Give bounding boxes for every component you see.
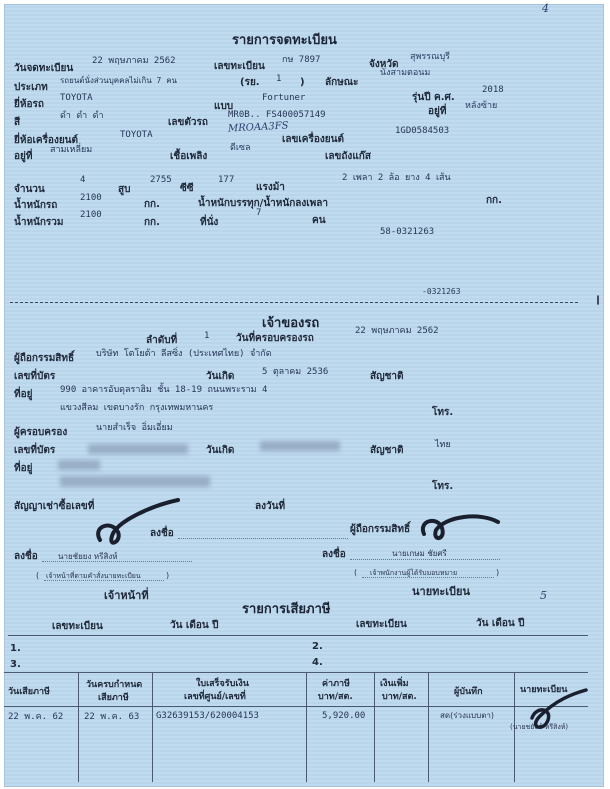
th-tax-date: วันเสียภาษี bbox=[8, 687, 50, 697]
holder-signature bbox=[423, 516, 498, 538]
officer-signature bbox=[98, 500, 178, 543]
officer-label: เจ้าหน้าที่ bbox=[104, 589, 149, 602]
document-number: 58-0321263 bbox=[380, 227, 435, 237]
rb-close: ) bbox=[300, 77, 305, 88]
cc-label: ซีซี bbox=[180, 183, 194, 194]
horsepower-label: แรงม้า bbox=[256, 182, 285, 193]
rb-label: (รย. bbox=[240, 77, 260, 88]
td-recorder: สด(ร่วงแบบตา) bbox=[440, 711, 495, 720]
sign-label-1: ลงชื่อ bbox=[150, 528, 174, 539]
location-label: อยู่ที่ bbox=[428, 106, 447, 117]
engine-brand: TOYOTA bbox=[120, 130, 153, 140]
kg-unit-1: กก. bbox=[144, 199, 160, 210]
page-mark: 5 bbox=[540, 589, 547, 602]
registration-title: รายการจดทะเบียน bbox=[232, 33, 337, 48]
weight-label: น้ำหนักรถ bbox=[14, 200, 58, 211]
address-2-label: ที่อยู่ bbox=[14, 463, 33, 474]
brand: TOYOTA bbox=[60, 93, 93, 103]
chassis-number: MR0B.. FS400057149 bbox=[228, 110, 326, 120]
total-weight-label: น้ำหนักรวม bbox=[14, 217, 64, 228]
tax-row-4: 4. bbox=[312, 657, 323, 668]
sign-role-1: เจ้าหน้าที่ตามคำสั่งนายทะเบียน bbox=[46, 572, 141, 580]
cylinder-label: สูบ bbox=[118, 184, 131, 195]
td-due-date: 22 พ.ค. 63 bbox=[84, 712, 140, 722]
th-due-date-1: วันครบกำหนด bbox=[86, 680, 143, 690]
birth-2-label: วันเกิด bbox=[206, 445, 235, 456]
kg-unit-2: กก. bbox=[486, 195, 502, 206]
seats: 7 bbox=[256, 208, 262, 218]
own-date-label: วันที่ครอบครองรถ bbox=[236, 333, 314, 344]
td-receipt: G32639153/620004153 bbox=[156, 711, 259, 721]
sign-holder-label: ผู้ถือกรรมสิทธิ์ bbox=[350, 524, 411, 535]
axle-info: 2 เพลา 2 ล้อ ยาง 4 เส้น bbox=[342, 173, 451, 183]
province-label: จังหวัด bbox=[369, 59, 399, 70]
type-label: ประเภท bbox=[14, 82, 48, 93]
reg-date-label: วันจดทะเบียน bbox=[14, 63, 74, 74]
engine-no-label: เลขเครื่องยนต์ bbox=[282, 134, 344, 145]
tax-title: รายการเสียภาษี bbox=[242, 602, 331, 617]
location2-label: อยู่ที่ bbox=[14, 151, 33, 162]
year-label: รุ่นปี ค.ศ. bbox=[412, 92, 455, 103]
reg-date: 22 พฤษภาคม 2562 bbox=[92, 56, 176, 66]
th-due-date-2: เสียภาษี bbox=[98, 693, 129, 703]
province: สุพรรณบุรี bbox=[410, 52, 450, 62]
registrar-label: นายทะเบียน bbox=[412, 585, 471, 598]
chassis-handwritten: MROAA3FS bbox=[227, 120, 289, 135]
style-label: ลักษณะ bbox=[325, 77, 359, 88]
seq-label: ลำดับที่ bbox=[146, 335, 178, 346]
reg-no-label: เลขทะเบียน bbox=[214, 61, 265, 72]
contract-label: สัญญาเช่าซื้อเลขที่ bbox=[14, 501, 95, 512]
sign-label-2: ลงชื่อ bbox=[14, 551, 38, 562]
document-number-faint: -0321263 bbox=[422, 287, 461, 296]
seq-number: 1 bbox=[204, 331, 210, 341]
engine-number: 1GD0584503 bbox=[395, 126, 450, 136]
birth-label: วันเกิด bbox=[206, 371, 235, 382]
sign-label-3: ลงชื่อ bbox=[322, 549, 346, 560]
tel-label: โทร. bbox=[432, 407, 454, 418]
location2-value: สามเหลี่ยม bbox=[50, 145, 93, 155]
vehicle-weight: 2100 bbox=[80, 193, 102, 203]
style-value: นั่งสามตอนม bbox=[380, 68, 431, 78]
sign-paren-close-2: ) bbox=[496, 568, 500, 577]
th-receipt-1: ใบเสร็จรับเงิน bbox=[196, 679, 249, 689]
th-surcharge-2: บาท/สต. bbox=[382, 692, 417, 702]
th-receipt-2: เลขที่ศูนย์/เลขที่ bbox=[184, 692, 246, 702]
holder-name: บริษัท โตโยต้า ลีสซิ่ง (ประเทศไทย) จำกัด bbox=[96, 349, 272, 359]
model: Fortuner bbox=[262, 93, 306, 103]
possessor-name: นายสำเร็จ อิ่มเอี่ยม bbox=[96, 423, 173, 433]
corner-mark: 4 bbox=[542, 2, 549, 15]
seats-label: ที่นั่ง bbox=[200, 217, 219, 228]
holder-label: ผู้ถือกรรมสิทธิ์ bbox=[14, 353, 75, 364]
tax-col-date: วัน เดือน ปี bbox=[170, 620, 219, 631]
color-label: สี bbox=[14, 117, 21, 128]
tax-row-2: 2. bbox=[312, 641, 323, 652]
model-label: แบบ bbox=[214, 101, 234, 112]
fuel-label: เชื้อเพลิง bbox=[170, 151, 208, 162]
address-line-1: 990 อาคารอับดุลราฮิม ชั้น 18-19 ถนนพระราม 4 bbox=[60, 385, 268, 395]
engine-cc: 2755 bbox=[150, 175, 172, 185]
chassis-label: เลขตัวรถ bbox=[168, 117, 208, 128]
address-label: ที่อยู่ bbox=[14, 389, 33, 400]
th-tax-amount-1: ค่าภาษี bbox=[322, 679, 350, 689]
reg-no: กษ 7897 bbox=[282, 55, 321, 65]
tax-row-3: 3. bbox=[10, 659, 21, 670]
engine-brand-label: ยี่ห้อเครื่องยนต์ bbox=[14, 135, 79, 146]
kg-unit-3: กก. bbox=[144, 217, 160, 228]
nationality-2: ไทย bbox=[435, 440, 451, 450]
sign-name-1: นายชัยยง หรีสิงห์ bbox=[58, 552, 118, 561]
horsepower: 177 bbox=[218, 175, 235, 185]
load-weight-label: น้ำหนักบรรทุก/น้ำหนักลงเพลา bbox=[198, 198, 329, 209]
id-card-2-label: เลขที่บัตร bbox=[14, 445, 56, 456]
th-registrar: นายทะเบียน bbox=[520, 685, 568, 695]
td-registrar: (นายชยังค์ หรีสิงห์) bbox=[510, 723, 569, 731]
location-value: หลังซ้าย bbox=[465, 101, 498, 111]
quantity: 4 bbox=[80, 175, 86, 185]
brand-label: ยี่ห้อรถ bbox=[14, 99, 44, 110]
id-card-label: เลขที่บัตร bbox=[14, 371, 56, 382]
th-recorder: ผู้บันทึก bbox=[454, 687, 483, 697]
td-tax-date: 22 พ.ค. 62 bbox=[8, 712, 64, 722]
nationality-2-label: สัญชาติ bbox=[370, 445, 404, 456]
tax-col-reg-2: เลขทะเบียน bbox=[356, 619, 407, 630]
sign-paren-open-1: ( bbox=[36, 571, 40, 580]
address-line-2: แขวงสีลม เขตบางรัก กรุงเทพมหานคร bbox=[60, 403, 214, 413]
rb-value: 1 bbox=[276, 74, 282, 84]
color-value: ดำ ดำ ดำ bbox=[60, 111, 104, 121]
fuel-value: ดีเซล bbox=[230, 143, 251, 153]
th-tax-amount-2: บาท/สต. bbox=[318, 692, 353, 702]
contract-date-label: ลงวันที่ bbox=[255, 501, 286, 512]
quantity-label: จำนวน bbox=[14, 184, 45, 195]
td-tax-amount: 5,920.00 bbox=[322, 711, 366, 721]
birth-date: 5 ตุลาคม 2536 bbox=[262, 367, 329, 377]
tel-2-label: โทร. bbox=[432, 481, 454, 492]
tax-col-reg: เลขทะเบียน bbox=[52, 621, 103, 632]
year: 2018 bbox=[482, 85, 504, 95]
owner-title: เจ้าของรถ bbox=[262, 316, 320, 331]
th-surcharge-1: เงินเพิ่ม bbox=[380, 679, 409, 689]
type-value: รถยนต์นั่งส่วนบุคคลไม่เกิน 7 คน bbox=[60, 76, 178, 85]
sign-name-2: นายเกษม ชัยศรี bbox=[392, 549, 447, 558]
nationality-label: สัญชาติ bbox=[370, 371, 404, 382]
sign-paren-close-1: ) bbox=[166, 571, 170, 580]
registrar-signature bbox=[532, 690, 586, 727]
persons-label: คน bbox=[312, 215, 326, 226]
tax-row-1: 1. bbox=[10, 643, 21, 654]
own-date: 22 พฤษภาคม 2562 bbox=[355, 326, 439, 336]
sign-role-2: เจ้าพนักงานผู้ได้รับมอบหมาย bbox=[370, 569, 458, 577]
possessor-label: ผู้ครอบครอง bbox=[14, 427, 68, 438]
sign-paren-open-2: ( bbox=[354, 568, 358, 577]
total-weight: 2100 bbox=[80, 210, 102, 220]
gas-tank-label: เลขถังแก๊ส bbox=[325, 151, 371, 162]
tax-col-date-2: วัน เดือน ปี bbox=[476, 618, 525, 629]
